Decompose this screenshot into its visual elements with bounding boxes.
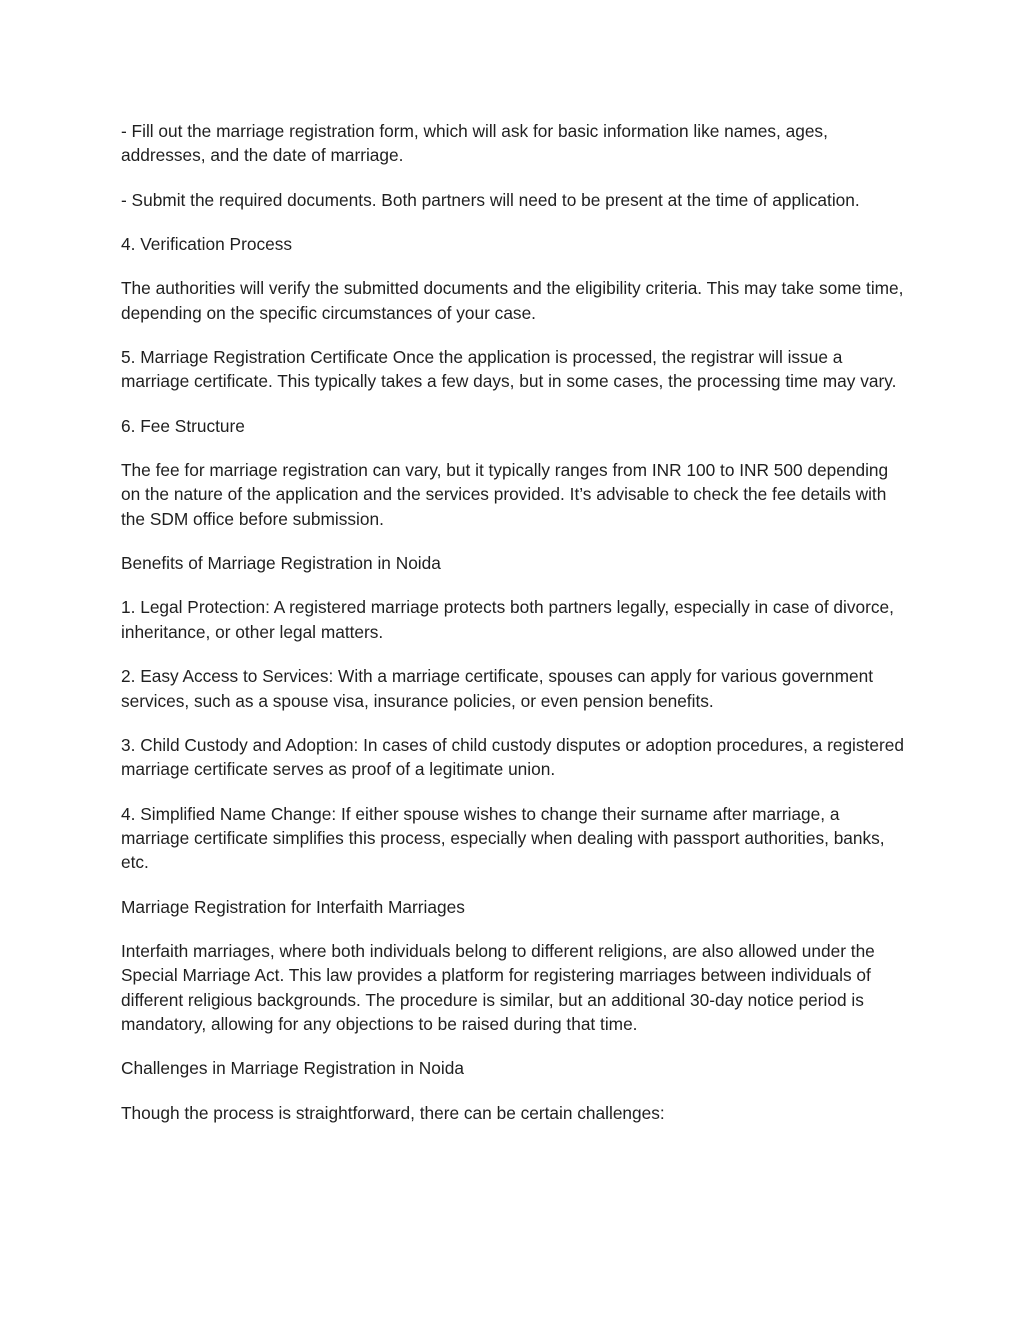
fee-text: The fee for marriage registration can vary, but it typically ranges from INR 100 to INR 500 depending on the nature of the application and the services provided. It’s advisable to check the fee details with the SDM office before submission. — [121, 460, 889, 529]
heading-benefits: Benefits of Marriage Registration in Noida — [121, 553, 441, 574]
heading-challenges: Challenges in Marriage Registration in Noida — [121, 1058, 464, 1079]
benefit-access-services: 2. Easy Access to Services: With a marriage certificate, spouses can apply for various government services, such as a spouse visa, insurance policies, or even pension benefits. — [121, 666, 874, 711]
interfaith-text: Interfaith marriages, where both individuals belong to different religions, are also allowed under the Special Marriage Act. This law provides a platform for registering marriages between individuals of different religious backgrounds. The procedure is similar, but an additional 30-day notice period is mandatory, allowing for any objections to be raised during that time. — [121, 940, 875, 1035]
challenges-text: Though the process is straightforward, there can be certain challenges: — [121, 1102, 665, 1123]
heading-verification-process: 4. Verification Process — [121, 234, 292, 254]
benefit-child-custody: 3. Child Custody and Adoption: In cases of child custody disputes or adoption procedures, a registered marriage certificate serves as proof of a legitimate union. — [121, 734, 904, 780]
document-page — [121, 119, 911, 1145]
step-submit-documents: - Submit the required documents. Both partners will need to be present at the time of application. — [121, 189, 860, 210]
certificate-text: 5. Marriage Registration Certificate Once the application is processed, the registrar will issue a marriage certificate. This typically takes a few days, but in some cases, the processing time may vary. — [121, 347, 897, 392]
verification-text: The authorities will verify the submitted documents and the eligibility criteria. This may take some time, depending on the specific circumstances of your case. — [121, 278, 904, 323]
heading-fee-structure: 6. Fee Structure — [121, 415, 245, 436]
step-fill-form: - Fill out the marriage registration form, which will ask for basic information like names, ages, addresses, and the date of marriage. — [121, 121, 828, 166]
heading-interfaith: Marriage Registration for Interfaith Marriages — [121, 896, 465, 917]
benefit-name-change: 4. Simplified Name Change: If either spouse wishes to change their surname after marriage, a marriage certificate simplifies this process, especially when dealing with passport authorities, banks, etc. — [121, 803, 885, 873]
benefit-legal-protection: 1. Legal Protection: A registered marriage protects both partners legally, especially in case of divorce, inheritance, or other legal matters. — [121, 597, 894, 642]
